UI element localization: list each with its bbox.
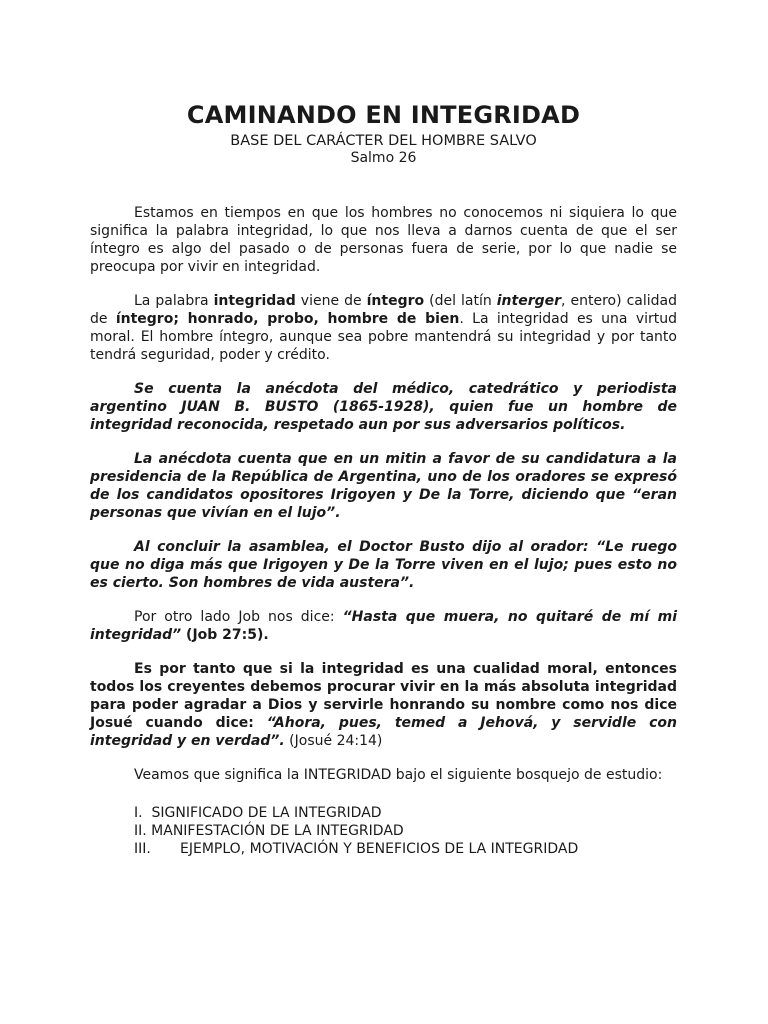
paragraph-outline-intro: Veamos que significa la INTEGRIDAD bajo el siguiente bosquejo de estudio: [134,766,663,783]
paragraph-anecdote-intro: Se cuenta la anécdota del médico, catedrático y periodista argentino JUAN B. BUSTO (1865-1928), quien fue un hombre de integridad reconocida, respetado aun por sus adversarios políticos. [90,380,677,433]
text-run: viene de [295,292,367,309]
paragraph-job-quote [90,608,677,644]
text-run-bold-italic: “Ahora, pues, temed a Jehová, y servidle con integridad y en verdad”. [90,714,677,749]
outline-item [134,804,677,822]
outline-number: III. [134,840,151,857]
outline-text: MANIFESTACIÓN DE LA INTEGRIDAD [151,822,404,839]
outline-item [134,840,677,858]
paragraph-anecdote-rally: La anécdota cuenta que en un mitin a favor de su candidatura a la presidencia de la República de Argentina, uno de los oradores se expresó de los candidatos opositores Irigoyen y De la Torre, diciendo que “eran personas que vivían en el lujo”. [90,450,677,521]
text-run-bold: íntegro; honrado, probo, hombre de bien [115,310,460,327]
outline-item [134,822,677,840]
text-run: La palabra [134,292,214,309]
text-run: Por otro lado Job nos dice: [134,608,343,625]
study-outline [134,804,677,858]
paragraph-anecdote-response: Al concluir la asamblea, el Doctor Busto dijo al orador: “Le ruego que no diga más que Irigoyen y De la Torre viven en el lujo; pues esto no es cierto. Son hombres de vida austera”. [90,538,677,591]
text-run-bold: integridad [213,292,296,309]
outline-number: II. [134,822,147,839]
outline-text: EJEMPLO, MOTIVACIÓN Y BENEFICIOS DE LA INTEGRIDAD [180,840,579,857]
scripture-reference: Salmo 26 [350,150,417,167]
text-run: . La integridad es una virtud moral. El hombre íntegro, aunque sea pobre mantendrá su integridad y por tanto tendrá seguridad, poder y crédito. [90,310,677,363]
text-run-bold: (Job 27:5). [181,626,269,643]
document-page [90,100,677,858]
text-run-bold-italic: “Hasta que muera, no quitaré de mí mi integridad” [90,608,677,643]
paragraph-conclusion [90,660,677,750]
text-run-bold-italic: interger [496,292,562,309]
page-title: CAMINANDO EN INTEGRIDAD [186,101,581,129]
outline-text: SIGNIFICADO DE LA INTEGRIDAD [151,804,382,821]
outline-number: I. [134,804,143,821]
text-run: (del latín [424,292,497,309]
text-run-bold: Es por tanto que si la integridad es una cualidad moral, entonces todos los creyentes debemos procurar vivir en la más absoluta integridad para poder agradar a Dios y servirle honrando su nombre como nos dice Josué cuando dice: [90,660,677,731]
page-subtitle: BASE DEL CARÁCTER DEL HOMBRE SALVO [230,133,537,149]
text-run: (Josué 24:14) [284,732,383,749]
paragraph-intro: Estamos en tiempos en que los hombres no conocemos ni siquiera lo que significa la palabra integridad, lo que nos lleva a darnos cuenta de que el ser íntegro es algo del pasado o de personas fuera de serie, por lo que nadie se preocupa por vivir en integridad. [90,204,677,275]
paragraph-definition [90,292,677,364]
text-run: , entero) calidad de [90,292,677,327]
text-run-bold: íntegro [366,292,425,309]
